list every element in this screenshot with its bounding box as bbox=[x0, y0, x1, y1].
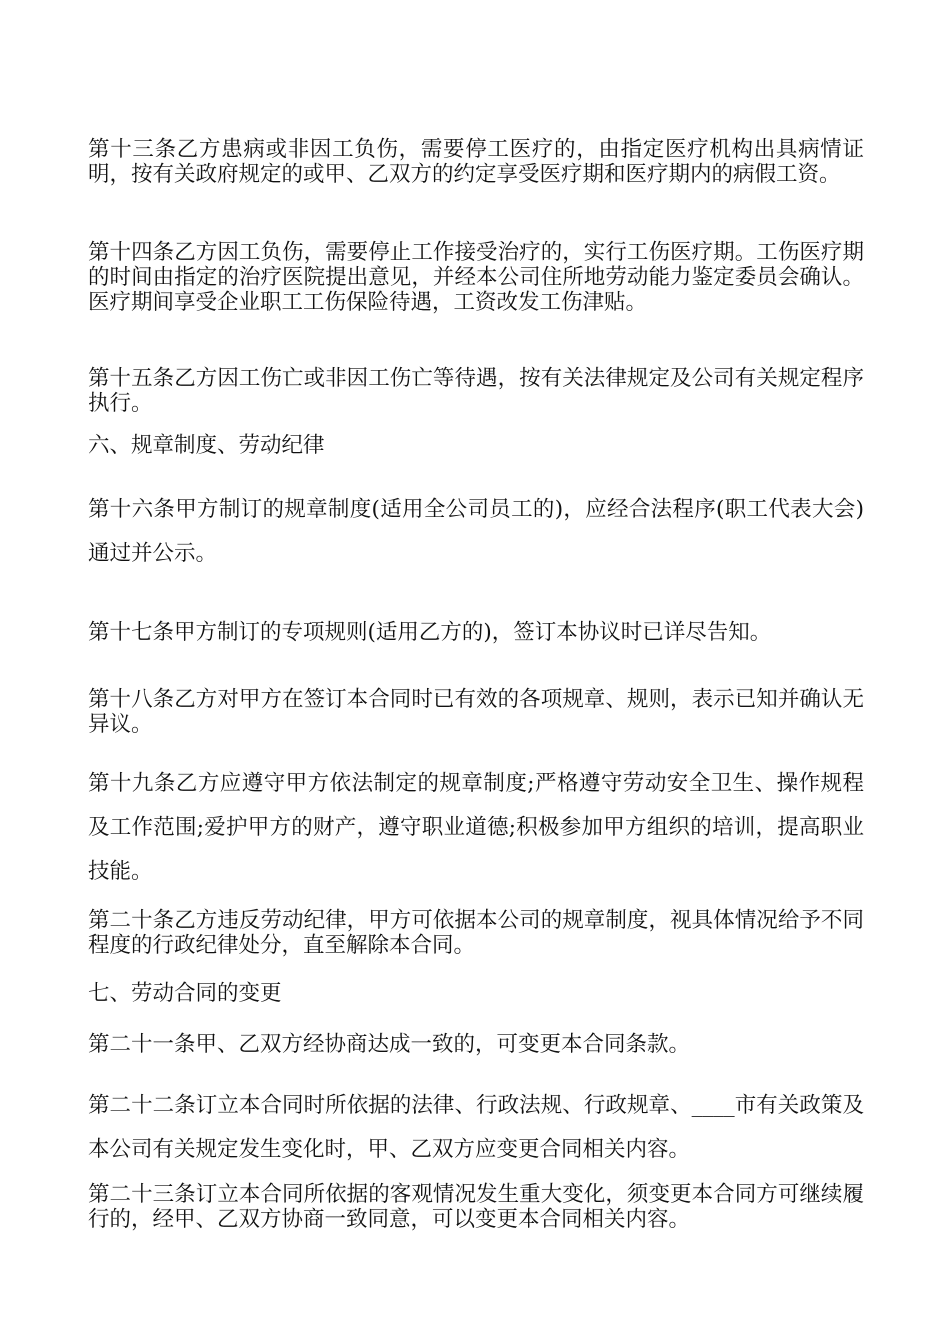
section-6-heading: 六、规章制度、劳动纪律 bbox=[88, 433, 325, 458]
article-16: 第十六条甲方制订的规章制度(适用全公司员工的)，应经合法程序(职工代表大会)通过并公示。 bbox=[88, 497, 864, 566]
article-17: 第十七条甲方制订的专项规则(适用乙方的)，签订本协议时已详尽告知。 bbox=[88, 620, 772, 645]
article-23: 第二十三条订立本合同所依据的客观情况发生重大变化，须变更本合同方可继续履行的，经甲、乙双方协商一致同意，可以变更本合同相关内容。 bbox=[88, 1182, 864, 1232]
article-20: 第二十条乙方违反劳动纪律，甲方可依据本公司的规章制度，视具体情况给予不同程度的行政纪律处分，直至解除本合同。 bbox=[88, 908, 864, 958]
article-19: 第十九条乙方应遵守甲方依法制定的规章制度;严格遵守劳动安全卫生、操作规程及工作范围;爱护甲方的财产，遵守职业道德;积极参加甲方组织的培训，提高职业技能。 bbox=[88, 771, 864, 884]
article-18: 第十八条乙方对甲方在签订本合同时已有效的各项规章、规则，表示已知并确认无异议。 bbox=[88, 687, 864, 737]
article-13: 第十三条乙方患病或非因工负伤，需要停工医疗的，由指定医疗机构出具病情证明，按有关政府规定的或甲、乙双方的约定享受医疗期和医疗期内的病假工资。 bbox=[88, 137, 864, 187]
section-7-heading: 七、劳动合同的变更 bbox=[88, 981, 282, 1006]
article-14: 第十四条乙方因工负伤，需要停止工作接受治疗的，实行工伤医疗期。工伤医疗期的时间由指定的治疗医院提出意见，并经本公司住所地劳动能力鉴定委员会确认。医疗期间享受企业职工工伤保险待遇，工资改发工伤津贴。 bbox=[88, 240, 864, 315]
article-15: 第十五条乙方因工伤亡或非因工伤亡等待遇，按有关法律规定及公司有关规定程序执行。 bbox=[88, 366, 864, 416]
article-22: 第二十二条订立本合同时所依据的法律、行政法规、行政规章、____市有关政策及本公司有关规定发生变化时，甲、乙双方应变更合同相关内容。 bbox=[88, 1093, 864, 1162]
article-21: 第二十一条甲、乙双方经协商达成一致的，可变更本合同条款。 bbox=[88, 1032, 691, 1057]
